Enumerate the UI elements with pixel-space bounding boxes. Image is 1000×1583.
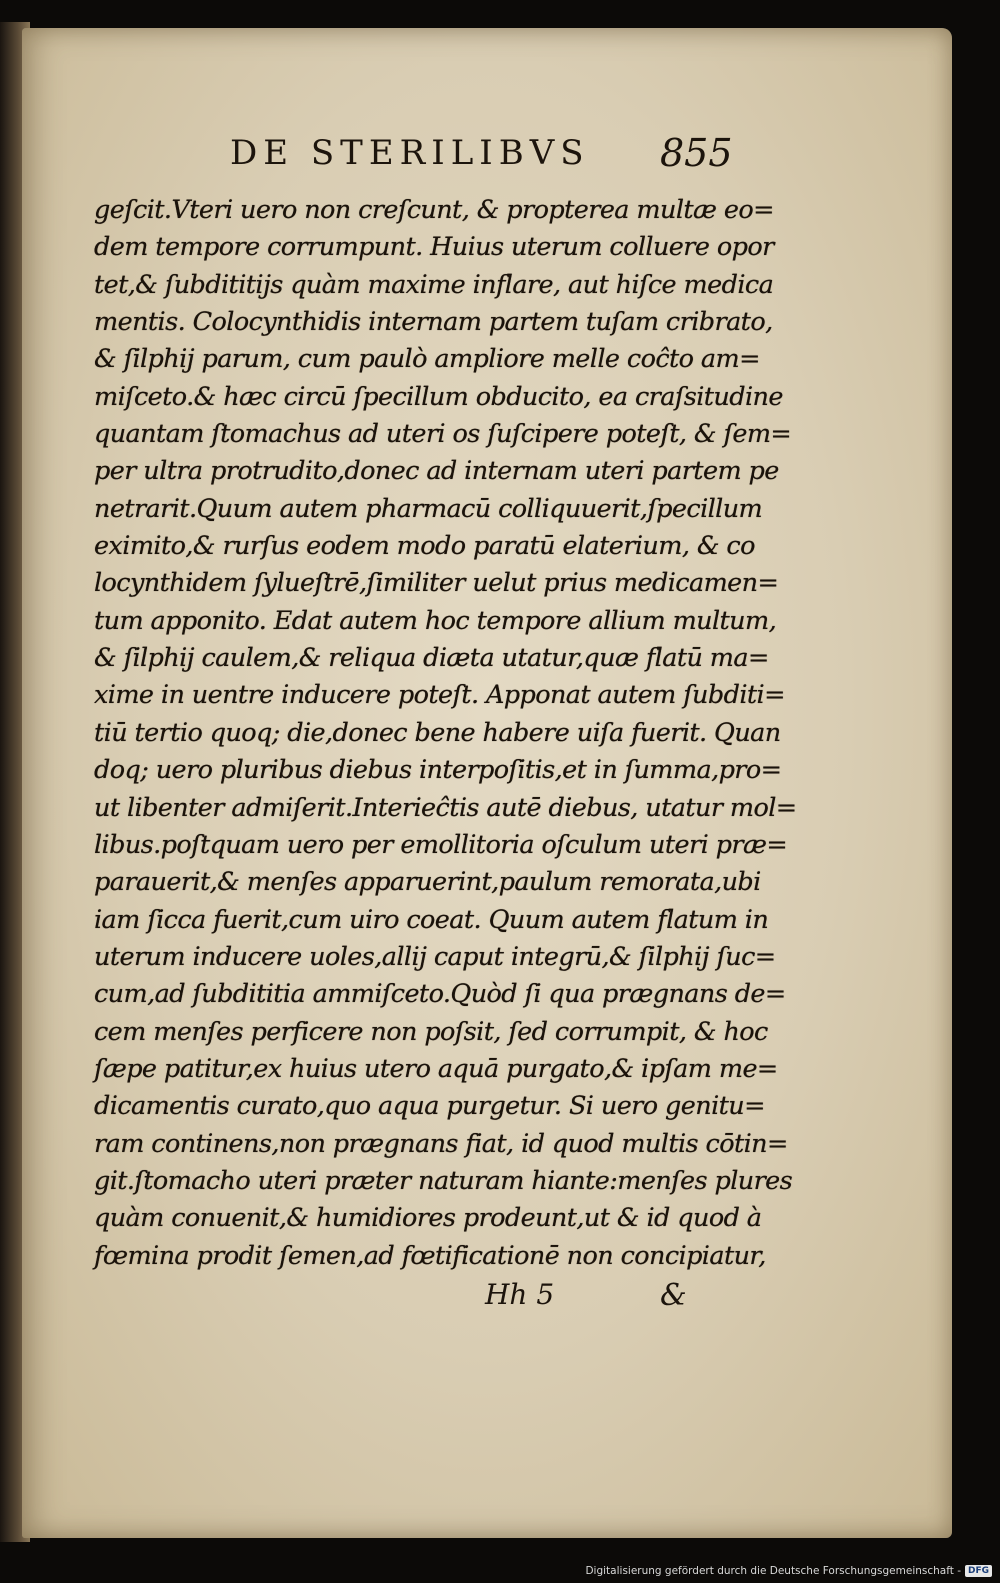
text-line: ut libenter admiſerit.Interieĉtis autē diebus, utatur mol= [94,792,797,823]
dfg-logo-icon: DFG [965,1565,992,1577]
text-line: netrarit.Quum autem pharmacū colliquuerit,ſpecillum [94,493,763,524]
text-line: xime in uentre inducere poteſt. Apponat autem ſubditi= [94,680,785,711]
text-line: & ſilphij parum, cum paulò ampliore melle coĉto am= [94,344,760,375]
running-head [30,133,950,181]
text-line: per ultra protrudito,donec ad internam uteri partem pe [94,456,779,487]
text-line: tiū tertio quoq; die,donec bene habere uiſa fuerit. Quan [94,717,781,748]
running-head-title: DE STERILIBVS [230,133,590,173]
text-line: iam ſicca fuerit,cum uiro coeat. Quum autem flatum in [94,904,769,935]
text-line: cem menſes perficere non poſsit, ſed corrumpit, & hoc [94,1016,768,1047]
text-line: git.ſtomacho uteri præter naturam hiante:menſes plures [94,1165,793,1196]
text-line: libus.poſtquam uero per emollitoria oſculum uteri præ= [94,829,788,860]
text-line: miſceto.& hæc circū ſpecillum obducito, ea craſsitudine [94,381,783,412]
text-line: tum apponito. Edat autem hoc tempore allium multum, [94,605,777,636]
page-number: 855 [660,131,733,175]
catchword: & [660,1278,687,1313]
text-line: quàm conuenit,& humidiores prodeunt,ut & id quod à [94,1203,762,1234]
text-line: ſæpe patitur,ex huius utero aquā purgato,& ipſam me= [94,1053,778,1084]
text-line: eximito,& rurſus eodem modo paratū elaterium, & co [94,531,755,562]
text-line: ram continens,non prægnans fiat, id quod multis cōtin= [94,1128,788,1159]
text-line: mentis. Colocynthidis internam partem tuſam cribrato, [94,307,773,338]
text-line: fœmina prodit ſemen,ad fœtificationē non concipiatur, [94,1240,766,1271]
text-line: doq; uero pluribus diebus interpoſitis,et in ſumma,pro= [94,755,782,786]
text-line: quantam ſtomachus ad uteri os ſuſcipere poteſt, & ſem= [94,419,792,450]
body-text [94,192,797,1275]
text-line: dem tempore corrumpunt. Huius uterum colluere opor [94,232,774,263]
text-line: geſcit.Vteri uero non creſcunt, & propterea multæ eo= [94,195,774,225]
signature-mark: Hh 5 [485,1278,555,1311]
digitization-credit [585,1563,992,1579]
page-footer [30,1278,950,1328]
text-line: tet,& ſubdititijs quàm maxime inflare, aut hiſce medica [94,269,774,300]
text-line: parauerit,& menſes apparuerint,paulum remorata,ubi [94,867,761,898]
text-line: uterum inducere uoles,allij caput integrū,& ſilphij ſuc= [94,941,776,972]
text-line: dicamentis curato,quo aqua purgetur. Si uero genitu= [94,1091,765,1122]
credit-text: Digitalisierung gefördert durch die Deutsche Forschungsgemeinschaft - [585,1565,961,1577]
text-line: locynthidem ſylueſtrē,ſimiliter uelut prius medicamen= [94,568,779,599]
text-line: & ſilphij caulem,& reliqua diæta utatur,quæ flatū ma= [94,643,769,674]
text-line: cum,ad ſubdititia ammiſceto.Quòd ſi qua prægnans de= [94,979,786,1010]
